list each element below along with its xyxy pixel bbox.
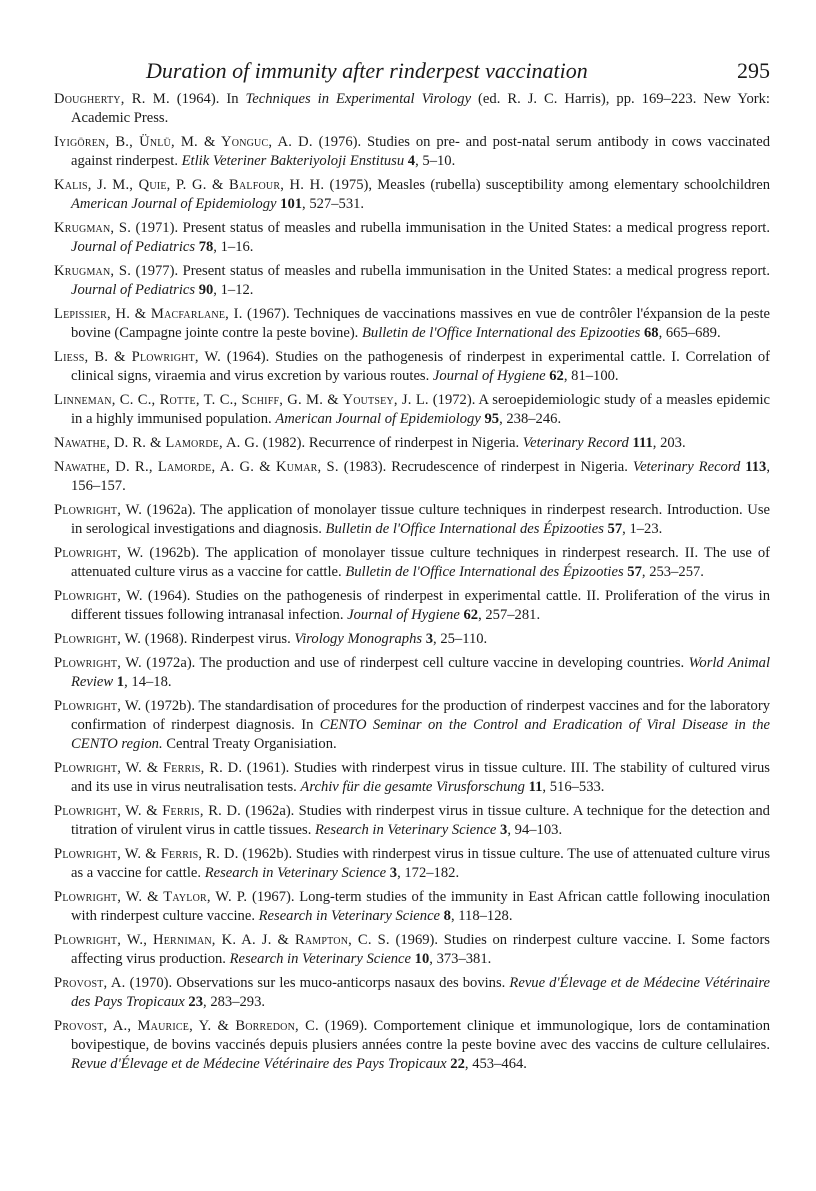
reference-text: (1982). Recurrence of rinderpest in Nigeria. — [258, 435, 523, 451]
reference-source: Bulletin de l'Office International des Epizooties — [361, 325, 641, 342]
reference-source: American Journal of Epidemiology — [275, 411, 481, 428]
reference-text: (1962b). The application of monolayer tissue culture techniques in rinderpest research. II. The use of attenuated culture virus as a vaccine for cattle. — [71, 544, 771, 580]
reference-source: Research in Veterinary Science — [315, 822, 497, 838]
reference-pages: , 156–157. — [71, 458, 771, 494]
reference-authors: Iyigören, B., Ünlü, M. & Yonguc, A. D. — [54, 134, 313, 150]
reference-pages: (ed. R. J. C. Harris), pp. 169–223. New York: Academic Press. — [71, 91, 770, 127]
reference-authors: Plowright, W., Herniman, K. A. J. & Rampton, C. S. — [54, 931, 390, 948]
reference-volume: 78 — [195, 239, 214, 256]
reference-source: Revue d'Élevage et de Médecine Vétérinaire des Pays Tropicaux — [71, 1056, 447, 1073]
reference-pages: , 1–12. — [213, 282, 254, 299]
reference-source: Research in Veterinary Science — [258, 908, 441, 924]
reference-text: (1970). Observations sur les muco-anticorps nasaux des bovins. — [125, 974, 510, 991]
reference-authors: Plowright, W. — [54, 501, 143, 518]
reference-entry — [54, 931, 770, 969]
reference-volume: 90 — [195, 282, 214, 299]
reference-entry — [54, 391, 770, 429]
reference-pages: , 5–10. — [415, 153, 456, 170]
reference-entry — [54, 654, 770, 692]
reference-text: (1976). Studies on pre- and post-natal serum antibody in cows vaccinated against rinderpest. — [71, 134, 770, 170]
reference-pages: , 118–128. — [450, 908, 513, 924]
reference-entry — [54, 845, 770, 883]
reference-authors: Krugman, S. — [54, 220, 132, 236]
reference-volume: 101 — [276, 196, 303, 213]
reference-pages: , 516–533. — [542, 779, 605, 795]
reference-entry — [54, 802, 770, 840]
reference-list — [54, 90, 770, 1074]
reference-source: Journal of Pediatrics — [71, 282, 196, 299]
reference-entry — [54, 305, 770, 343]
reference-authors: Dougherty, R. M. — [54, 91, 170, 107]
reference-text: (1983). Recrudescence of rinderpest in Nigeria. — [338, 458, 633, 475]
reference-text: (1962b). Studies with rinderpest virus in tissue culture. The use of attenuated culture virus as a vaccine for cattle. — [71, 845, 770, 881]
reference-volume: 3 — [422, 630, 434, 647]
reference-text: (1969). Studies on rinderpest culture vaccine. I. Some factors affecting virus production. — [71, 931, 770, 967]
reference-source: Veterinary Record — [632, 458, 741, 475]
reference-text: (1967). Techniques de vaccinations massives en vue de contrôler l'éxpansion de la peste bovine (Campagne jointe contre la peste bovine). — [71, 306, 771, 342]
reference-authors: Krugman, S. — [54, 263, 132, 279]
reference-text: (1972). A seroepidemiologic study of a measles epidemic in a highly immunised population. — [71, 392, 770, 428]
reference-source: Research in Veterinary Science — [229, 951, 412, 967]
reference-entry — [54, 697, 770, 755]
reference-text: (1968). Rinderpest virus. — [141, 630, 295, 647]
reference-source: Bulletin de l'Office International des Épizooties — [345, 564, 624, 580]
reference-text: (1964). Studies on the pathogenesis of rinderpest in experimental cattle. I. Correlation of clinical signs, viraemia and virus excretion by various routes. — [71, 349, 770, 385]
reference-volume: 3 — [386, 865, 398, 881]
reference-volume: 11 — [524, 779, 543, 795]
reference-volume: 113 — [740, 458, 767, 475]
page — [54, 58, 770, 1079]
reference-source: Veterinary Record — [522, 435, 629, 451]
reference-entry — [54, 90, 770, 128]
reference-entry — [54, 587, 770, 625]
reference-volume: 8 — [440, 908, 451, 924]
reference-entry — [54, 434, 770, 453]
reference-authors: Nawathe, D. R., Lamorde, A. G. & Kumar, S. — [54, 458, 339, 475]
reference-authors: Plowright, W. & Ferris, R. D. — [54, 759, 243, 776]
reference-authors: Linneman, C. C., Rotte, T. C., Schiff, G. M. & Youtsey, J. L. — [54, 392, 429, 408]
reference-volume: 57 — [603, 521, 623, 537]
reference-source: Research in Veterinary Science — [204, 865, 387, 881]
reference-entry — [54, 176, 770, 214]
reference-text: (1972a). The production and use of rinderpest cell culture vaccine in developing countries. — [141, 654, 689, 671]
reference-source: Bulletin de l'Office International des Épizooties — [325, 521, 604, 537]
reference-authors: Plowright, W. — [54, 587, 143, 604]
reference-volume: 3 — [496, 822, 508, 838]
reference-text: (1962a). Studies with rinderpest virus in tissue culture. A technique for the detection and titration of virulent virus in cattle tissues. — [71, 802, 770, 838]
reference-entry — [54, 501, 770, 539]
reference-entry — [54, 888, 770, 926]
reference-authors: Nawathe, D. R. & Lamorde, A. G. — [54, 435, 259, 451]
reference-pages: , 238–246. — [499, 411, 562, 428]
running-title: Duration of immunity after rinderpest vaccination — [146, 58, 588, 83]
reference-source: American Journal of Epidemiology — [71, 196, 277, 213]
reference-pages: , 81–100. — [563, 368, 619, 385]
reference-entry — [54, 262, 770, 300]
reference-pages: , 453–464. — [464, 1056, 527, 1073]
reference-volume: 1 — [113, 673, 125, 690]
reference-pages: , 665–689. — [658, 325, 721, 342]
reference-pages: , 25–110. — [433, 630, 488, 647]
reference-authors: Lepissier, H. & Macfarlane, I. — [54, 306, 243, 322]
reference-volume: 22 — [446, 1056, 465, 1073]
reference-entry — [54, 219, 770, 257]
reference-entry — [54, 630, 770, 649]
reference-text: (1961). Studies with rinderpest virus in tissue culture. III. The stability of cultured virus and its use in virus neutralisation tests. — [71, 759, 770, 795]
reference-volume: 62 — [459, 607, 479, 623]
reference-text: (1964). Studies on the pathogenesis of rinderpest in experimental cattle. II. Proliferation of the virus in different tissues following intranasal infection. — [71, 587, 770, 623]
reference-entry — [54, 544, 770, 582]
reference-entry — [54, 458, 770, 496]
reference-volume: 95 — [480, 411, 500, 428]
reference-text: (1964). In — [169, 91, 246, 107]
reference-source: Journal of Hygiene — [347, 607, 460, 623]
reference-pages: , 253–257. — [641, 564, 704, 580]
reference-authors: Plowright, W. & Ferris, R. D. — [54, 802, 242, 819]
reference-volume: 23 — [184, 994, 204, 1010]
reference-pages: , 172–182. — [397, 865, 460, 881]
reference-pages: , 203. — [652, 435, 686, 451]
reference-volume: 111 — [628, 435, 653, 451]
reference-source: Archiv für die gesamte Virusforschung — [300, 779, 525, 795]
reference-authors: Plowright, W. — [54, 630, 142, 647]
reference-pages: Central Treaty Organisiation. — [162, 736, 337, 752]
reference-pages: , 257–281. — [478, 607, 541, 623]
reference-entry — [54, 348, 770, 386]
reference-text: (1971). Present status of measles and rubella immunisation in the United States: a medical progress report. — [131, 220, 771, 236]
reference-volume: 4 — [404, 153, 416, 170]
reference-entry — [54, 759, 770, 797]
reference-entry — [54, 133, 770, 171]
reference-authors: Provost, A. — [54, 974, 126, 991]
reference-text: (1969). Comportement clinique et immunologique, lors de contamination bovipestique, de bovins vaccinés depuis plusiers années contre la peste bovine avec des vaccins de culture cellulaires. — [71, 1017, 770, 1053]
reference-authors: Plowright, W. — [54, 544, 144, 561]
reference-pages: , 283–293. — [203, 994, 266, 1010]
reference-authors: Plowright, W. & Ferris, R. D. — [54, 845, 239, 862]
page-number: 295 — [737, 58, 770, 83]
reference-authors: Kalis, J. M., Quie, P. G. & Balfour, H. H. — [54, 177, 325, 193]
reference-source: Etlik Veteriner Bakteriyoloji Enstitusu — [181, 153, 405, 170]
reference-authors: Plowright, W. — [54, 654, 142, 671]
reference-text: (1962a). The application of monolayer tissue culture techniques in rinderpest research. Introduction. Use in serological investigations and diagnosis. — [71, 501, 771, 537]
reference-volume: 10 — [411, 951, 430, 967]
reference-source: Journal of Hygiene — [432, 368, 546, 385]
reference-source: Revue d'Élevage et de Médecine Vétérinaire des Pays Tropicaux — [71, 974, 770, 1010]
reference-volume: 68 — [640, 325, 659, 342]
reference-entry — [54, 1017, 770, 1075]
reference-entry — [54, 974, 770, 1012]
reference-authors: Plowright, W. — [54, 697, 142, 714]
reference-source: CENTO Seminar on the Control and Eradication of Viral Disease in the CENTO region. — [71, 716, 770, 752]
reference-pages: , 1–23. — [622, 521, 663, 537]
reference-volume: 57 — [623, 564, 642, 580]
running-header — [54, 58, 770, 88]
reference-volume: 62 — [545, 368, 564, 385]
reference-source: Virology Monographs — [294, 630, 423, 647]
reference-pages: , 94–103. — [507, 822, 563, 838]
reference-authors: Provost, A., Maurice, Y. & Borredon, C. — [54, 1017, 319, 1034]
reference-source: Journal of Pediatrics — [71, 239, 196, 256]
reference-text: (1977). Present status of measles and rubella immunisation in the United States: a medical progress report. — [131, 263, 771, 279]
reference-authors: Plowright, W. & Taylor, W. P. — [54, 888, 248, 905]
reference-pages: , 373–381. — [429, 951, 492, 967]
reference-source: World Animal Review — [71, 654, 771, 690]
reference-authors: Liess, B. & Plowright, W. — [54, 349, 221, 365]
reference-pages: , 527–531. — [302, 196, 365, 213]
reference-pages: , 1–16. — [213, 239, 254, 256]
reference-source: Techniques in Experimental Virology — [245, 91, 472, 107]
reference-text: (1975), Measles (rubella) susceptibility among elementary schoolchildren — [324, 177, 770, 193]
reference-text: (1972b). The standardisation of procedures for the production of rinderpest vaccines and for the laboratory confirmation of rinderpest diagnosis. In — [71, 697, 771, 733]
reference-text: (1967). Long-term studies of the immunity in East African cattle following inoculation with rinderpest culture vaccine. — [71, 888, 770, 924]
reference-pages: , 14–18. — [124, 673, 172, 690]
